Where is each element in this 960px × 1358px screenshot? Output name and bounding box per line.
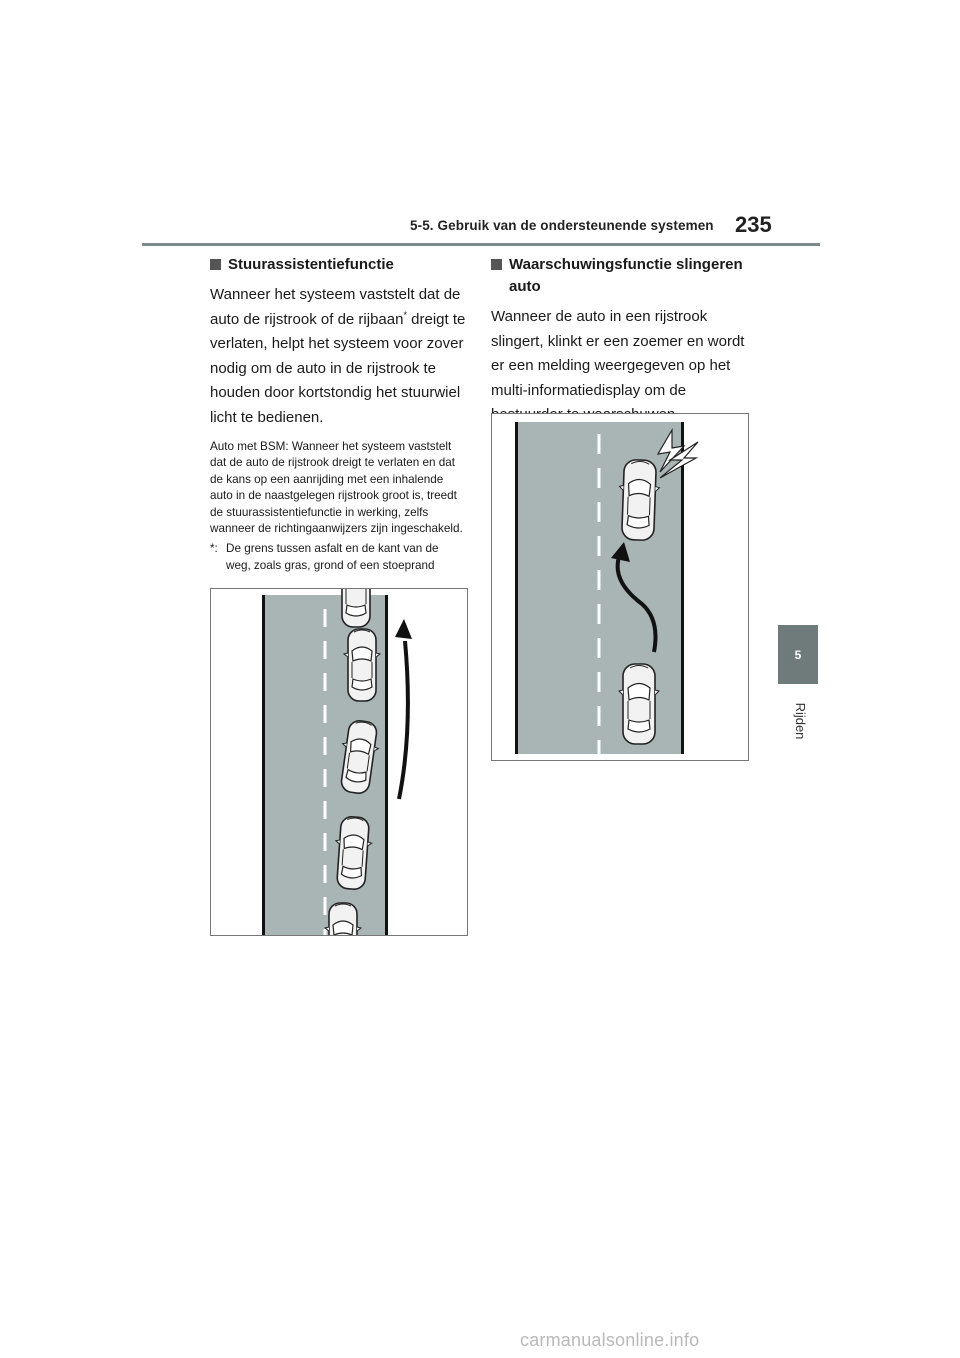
steering-arrow-shaft (399, 641, 408, 799)
square-bullet-icon (210, 259, 221, 270)
header-rule (142, 243, 820, 246)
left-column (210, 254, 466, 574)
sway-warning-description: Wanneer de auto in een rijstrook slingert, klinkt er een zoemer en wordt er een melding weergegeven op het multi-informatiedisplay om de (491, 308, 745, 399)
left-road-edge (515, 422, 518, 754)
right-road-edge (681, 422, 684, 754)
description-part-b: dreigt te verlaten, helpt het systeem voor zover nodig om de auto in de rijstrook te houden door kortstondig het stuurwiel licht te bedienen. (210, 310, 466, 426)
right-column (491, 254, 753, 428)
bsm-note: Auto met BSM: Wanneer het systeem vaststelt dat de auto de rijstrook dreigt te verlaten en dat de kans op een aanrijding met een inhalende auto in de naastgelegen rijstrook groot is, treedt de stuurassistentiefunctie in werking, zelfs wanneer de richtingaanwijzers zijn ingeschakeld. (210, 440, 463, 536)
car-icon (338, 589, 374, 627)
chapter-tab: 5 (778, 625, 818, 684)
left-road-edge (262, 595, 265, 935)
description-part-a: Wanneer het systeem vaststelt dat de auto de rijstrook of de rijbaan (210, 286, 461, 328)
car-icon (344, 629, 380, 701)
section-title-text: Stuurassistentiefunctie (228, 256, 394, 273)
page-number: 235 (735, 212, 772, 237)
section-title-text: Waarschuwingsfunctie slingeren auto (509, 256, 743, 295)
car-icon (619, 664, 659, 744)
sway-warning-illustration (492, 414, 748, 760)
arrow-up-icon (395, 619, 412, 639)
footnote (210, 541, 466, 574)
square-bullet-icon (491, 259, 502, 270)
steering-assist-description (210, 283, 466, 430)
right-road-edge (385, 595, 388, 935)
chapter-label: Rijden (793, 702, 808, 740)
watermark: carmanualsonline.info (520, 1330, 700, 1350)
running-header: 5-5. Gebruik van de ondersteunende systemen (410, 218, 714, 233)
footnote-reference: * (403, 309, 407, 320)
footnote-mark: *: (210, 542, 218, 556)
section-title-steering-assist (210, 254, 466, 276)
car-icon (325, 903, 361, 935)
footnote-text: De grens tussen asfalt en de kant van de weg, zoals gras, grond of een stoeprand (226, 542, 439, 572)
section-title-sway-warning (491, 254, 753, 298)
car-icon (618, 459, 661, 540)
figure-sway-warning (491, 413, 749, 761)
figure-steering-assist (210, 588, 468, 936)
steering-assist-illustration (211, 589, 467, 935)
